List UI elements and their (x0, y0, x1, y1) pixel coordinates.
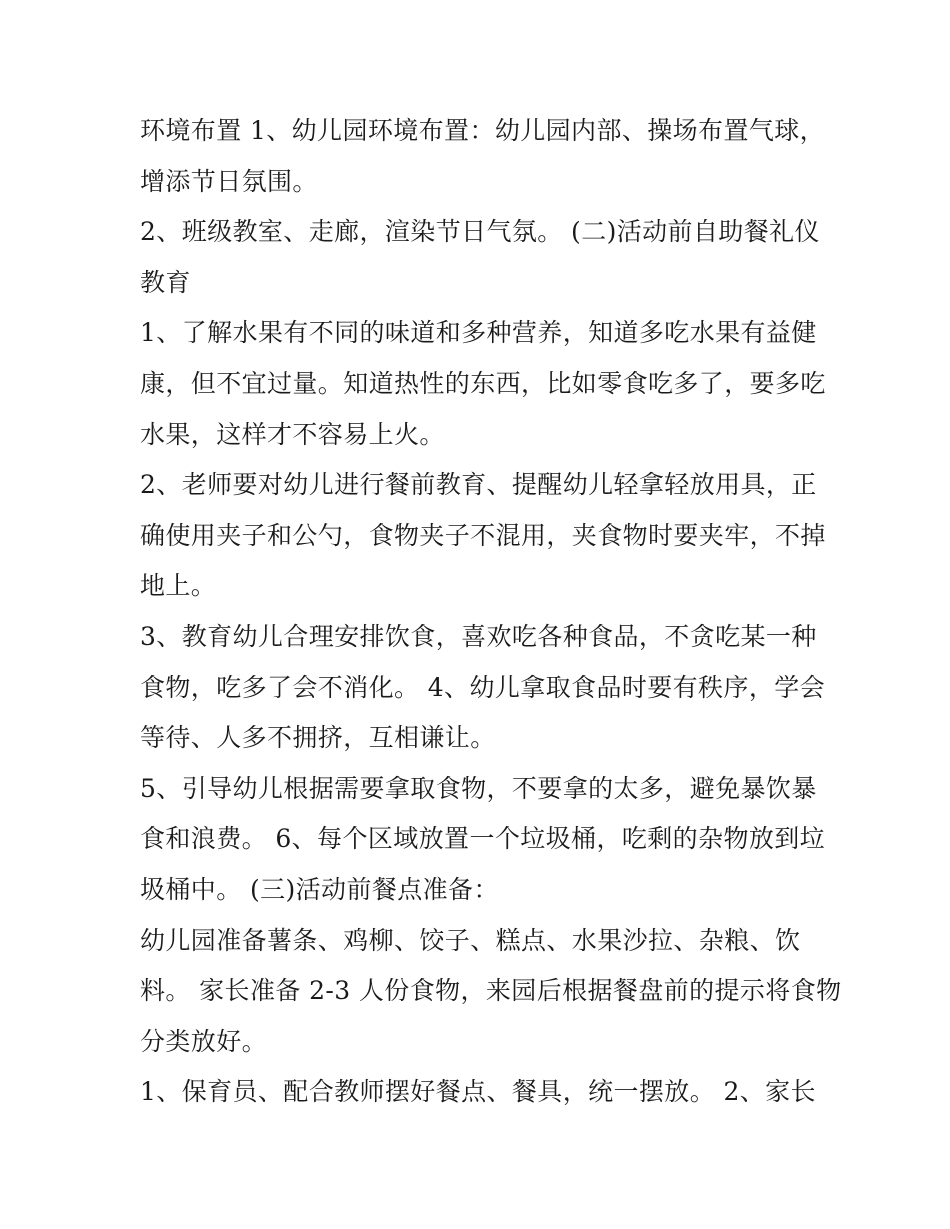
text-line: 教育 (140, 267, 191, 297)
text-line: 康，但不宜过量。知道热性的东西，比如零食吃多了，要多吃 (140, 368, 826, 398)
text-line: 2、班级教室、走廊，渲染节日气氛。 (二)活动前自助餐礼仪 (140, 217, 820, 247)
text-line: 幼儿园准备薯条、鸡柳、饺子、糕点、水果沙拉、杂粮、饮 (140, 925, 801, 955)
text-line: 等待、人多不拥挤，互相谦让。 (140, 723, 496, 753)
text-line: 食和浪费。 6、每个区域放置一个垃圾桶，吃剩的杂物放到垃 (140, 824, 826, 854)
text-line: 水果，这样才不容易上火。 (140, 419, 445, 449)
text-line: 分类放好。 (140, 1026, 268, 1056)
text-line: 增添节日氛围。 (140, 166, 318, 196)
text-line: 确使用夹子和公勺，食物夹子不混用，夹食物时要夹牢，不掉 (140, 520, 826, 550)
text-line: 圾桶中。 (三)活动前餐点准备： (140, 874, 499, 904)
text-line: 5、引导幼儿根据需要拿取食物，不要拿的太多，避免暴饮暴 (140, 773, 817, 803)
text-line: 地上。 (140, 571, 217, 601)
text-line: 1、了解水果有不同的味道和多种营养，知道多吃水果有益健 (140, 318, 817, 348)
text-line: 环境布置 1、幼儿园环境布置：幼儿园内部、操场布置气球， (140, 116, 826, 145)
document-body (140, 106, 842, 1118)
text-line: 2、老师要对幼儿进行餐前教育、提醒幼儿轻拿轻放用具，正 (140, 470, 817, 500)
text-line: 3、教育幼儿合理安排饮食，喜欢吃各种食品，不贪吃某一种 (140, 621, 817, 651)
text-line: 食物，吃多了会不消化。 4、幼儿拿取食品时要有秩序，学会 (140, 672, 826, 702)
text-line: 料。 家长准备 2-3 人份食物，来园后根据餐盘前的提示将食物 (140, 976, 842, 1006)
text-line: 1、保育员、配合教师摆好餐点、餐具，统一摆放。 2、家长 (140, 1077, 816, 1107)
